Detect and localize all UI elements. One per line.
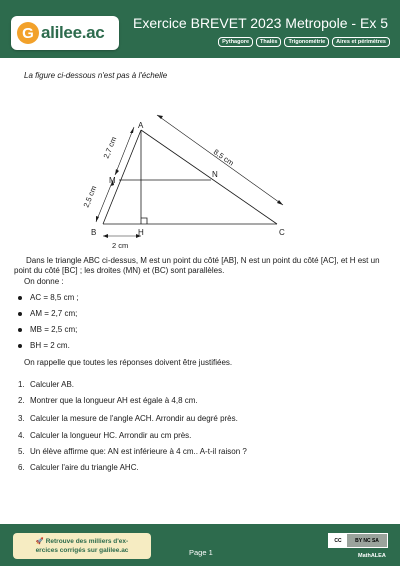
data-item-mb: MB = 2,5 cm; xyxy=(30,325,78,334)
label-B: B xyxy=(91,228,97,237)
tag-thales[interactable]: Thalès xyxy=(256,37,281,47)
tag-pythagore[interactable]: Pythagore xyxy=(218,37,253,47)
reminder-text: On rappelle que toutes les réponses doivent être justifiées. xyxy=(24,358,233,367)
page-header xyxy=(0,0,400,58)
bullet-icon xyxy=(18,312,22,316)
question-number: 6. xyxy=(18,463,25,472)
question-text: Calculer la longueur HC. Arrondir au cm près. xyxy=(30,431,192,440)
data-item-bh: BH = 2 cm. xyxy=(30,341,70,350)
given-label: On donne : xyxy=(24,277,64,286)
statement-line-1: Dans le triangle ABC ci-dessus, M est un point du côté [AB], N est un point du côté [AC], et H est un xyxy=(26,256,380,265)
promo-line-1: 🚀 Retrouve des milliers d'ex- xyxy=(35,538,129,545)
label-A: A xyxy=(138,121,144,130)
question-item xyxy=(18,447,247,456)
segment-AC xyxy=(141,130,277,224)
promo-line-2: ercices corrigés sur galilee.ac xyxy=(35,547,129,554)
data-item-ac: AC = 8,5 cm ; xyxy=(30,293,79,302)
question-text: Un élève affirme que: AN est inférieure à 4 cm.. A-t-il raison ? xyxy=(30,447,247,456)
triangle-figure xyxy=(0,58,400,258)
license-badge[interactable] xyxy=(328,533,388,548)
arrow-head xyxy=(115,169,119,175)
length-BH: 2 cm xyxy=(112,241,129,250)
data-item-am: AM = 2,7 cm; xyxy=(30,309,78,318)
license-terms: BY NC SA xyxy=(347,534,387,547)
question-text: Calculer la mesure de l'angle ACH. Arrondir au degré près. xyxy=(30,414,238,423)
bullet-icon xyxy=(18,344,22,348)
logo-mark-icon: G xyxy=(17,22,39,44)
page-footer xyxy=(0,524,400,566)
label-H: H xyxy=(138,228,144,237)
exercise-title: Exercice BREVET 2023 Metropole - Ex 5 xyxy=(133,15,388,31)
question-text: Calculer AB. xyxy=(30,380,75,389)
dim-MB-line xyxy=(96,180,113,222)
question-item xyxy=(18,414,238,423)
question-number: 2. xyxy=(18,396,25,405)
arrow-head xyxy=(277,200,283,205)
question-number: 5. xyxy=(18,447,25,456)
question-item xyxy=(18,463,139,472)
bullet-icon xyxy=(18,328,22,332)
question-text: Calculer l'aire du triangle AHC. xyxy=(30,463,139,472)
length-MB: 2,5 cm xyxy=(81,184,99,209)
dim-AM-line xyxy=(115,127,134,175)
question-number: 3. xyxy=(18,414,25,423)
logo-text: alilee.ac xyxy=(41,23,105,42)
tag-aires-perimetres[interactable]: Aires et périmètres xyxy=(332,37,390,47)
arrow-head xyxy=(96,216,99,222)
bullet-icon xyxy=(18,296,22,300)
galilee-logo[interactable] xyxy=(11,16,119,50)
question-item xyxy=(18,431,191,440)
page-number: Page 1 xyxy=(189,548,213,557)
label-M: M xyxy=(109,176,116,185)
length-AC: 8,5 cm xyxy=(211,147,236,168)
question-text: Montrer que la longueur AH est égale à 4,8 cm. xyxy=(30,396,198,405)
right-angle-marker xyxy=(141,218,147,224)
promo-banner[interactable] xyxy=(13,533,151,559)
tag-trigonometrie[interactable]: Trigonométrie xyxy=(284,37,329,47)
length-AM: 2,7 cm xyxy=(101,135,119,160)
label-N: N xyxy=(212,170,218,179)
question-item xyxy=(18,380,74,389)
topic-tags xyxy=(218,37,390,47)
question-number: 1. xyxy=(18,380,25,389)
scale-note: La figure ci-dessous n'est pas à l'échelle xyxy=(24,71,168,80)
question-number: 4. xyxy=(18,431,25,440)
statement-line-2: point du côté [BC] ; les droites (MN) et (BC) sont parallèles. xyxy=(14,266,225,275)
label-C: C xyxy=(279,228,285,237)
question-item xyxy=(18,396,198,405)
mathalea-brand: MathALEA xyxy=(358,553,386,559)
cc-icon: CC xyxy=(329,534,347,547)
arrow-head xyxy=(103,234,108,238)
